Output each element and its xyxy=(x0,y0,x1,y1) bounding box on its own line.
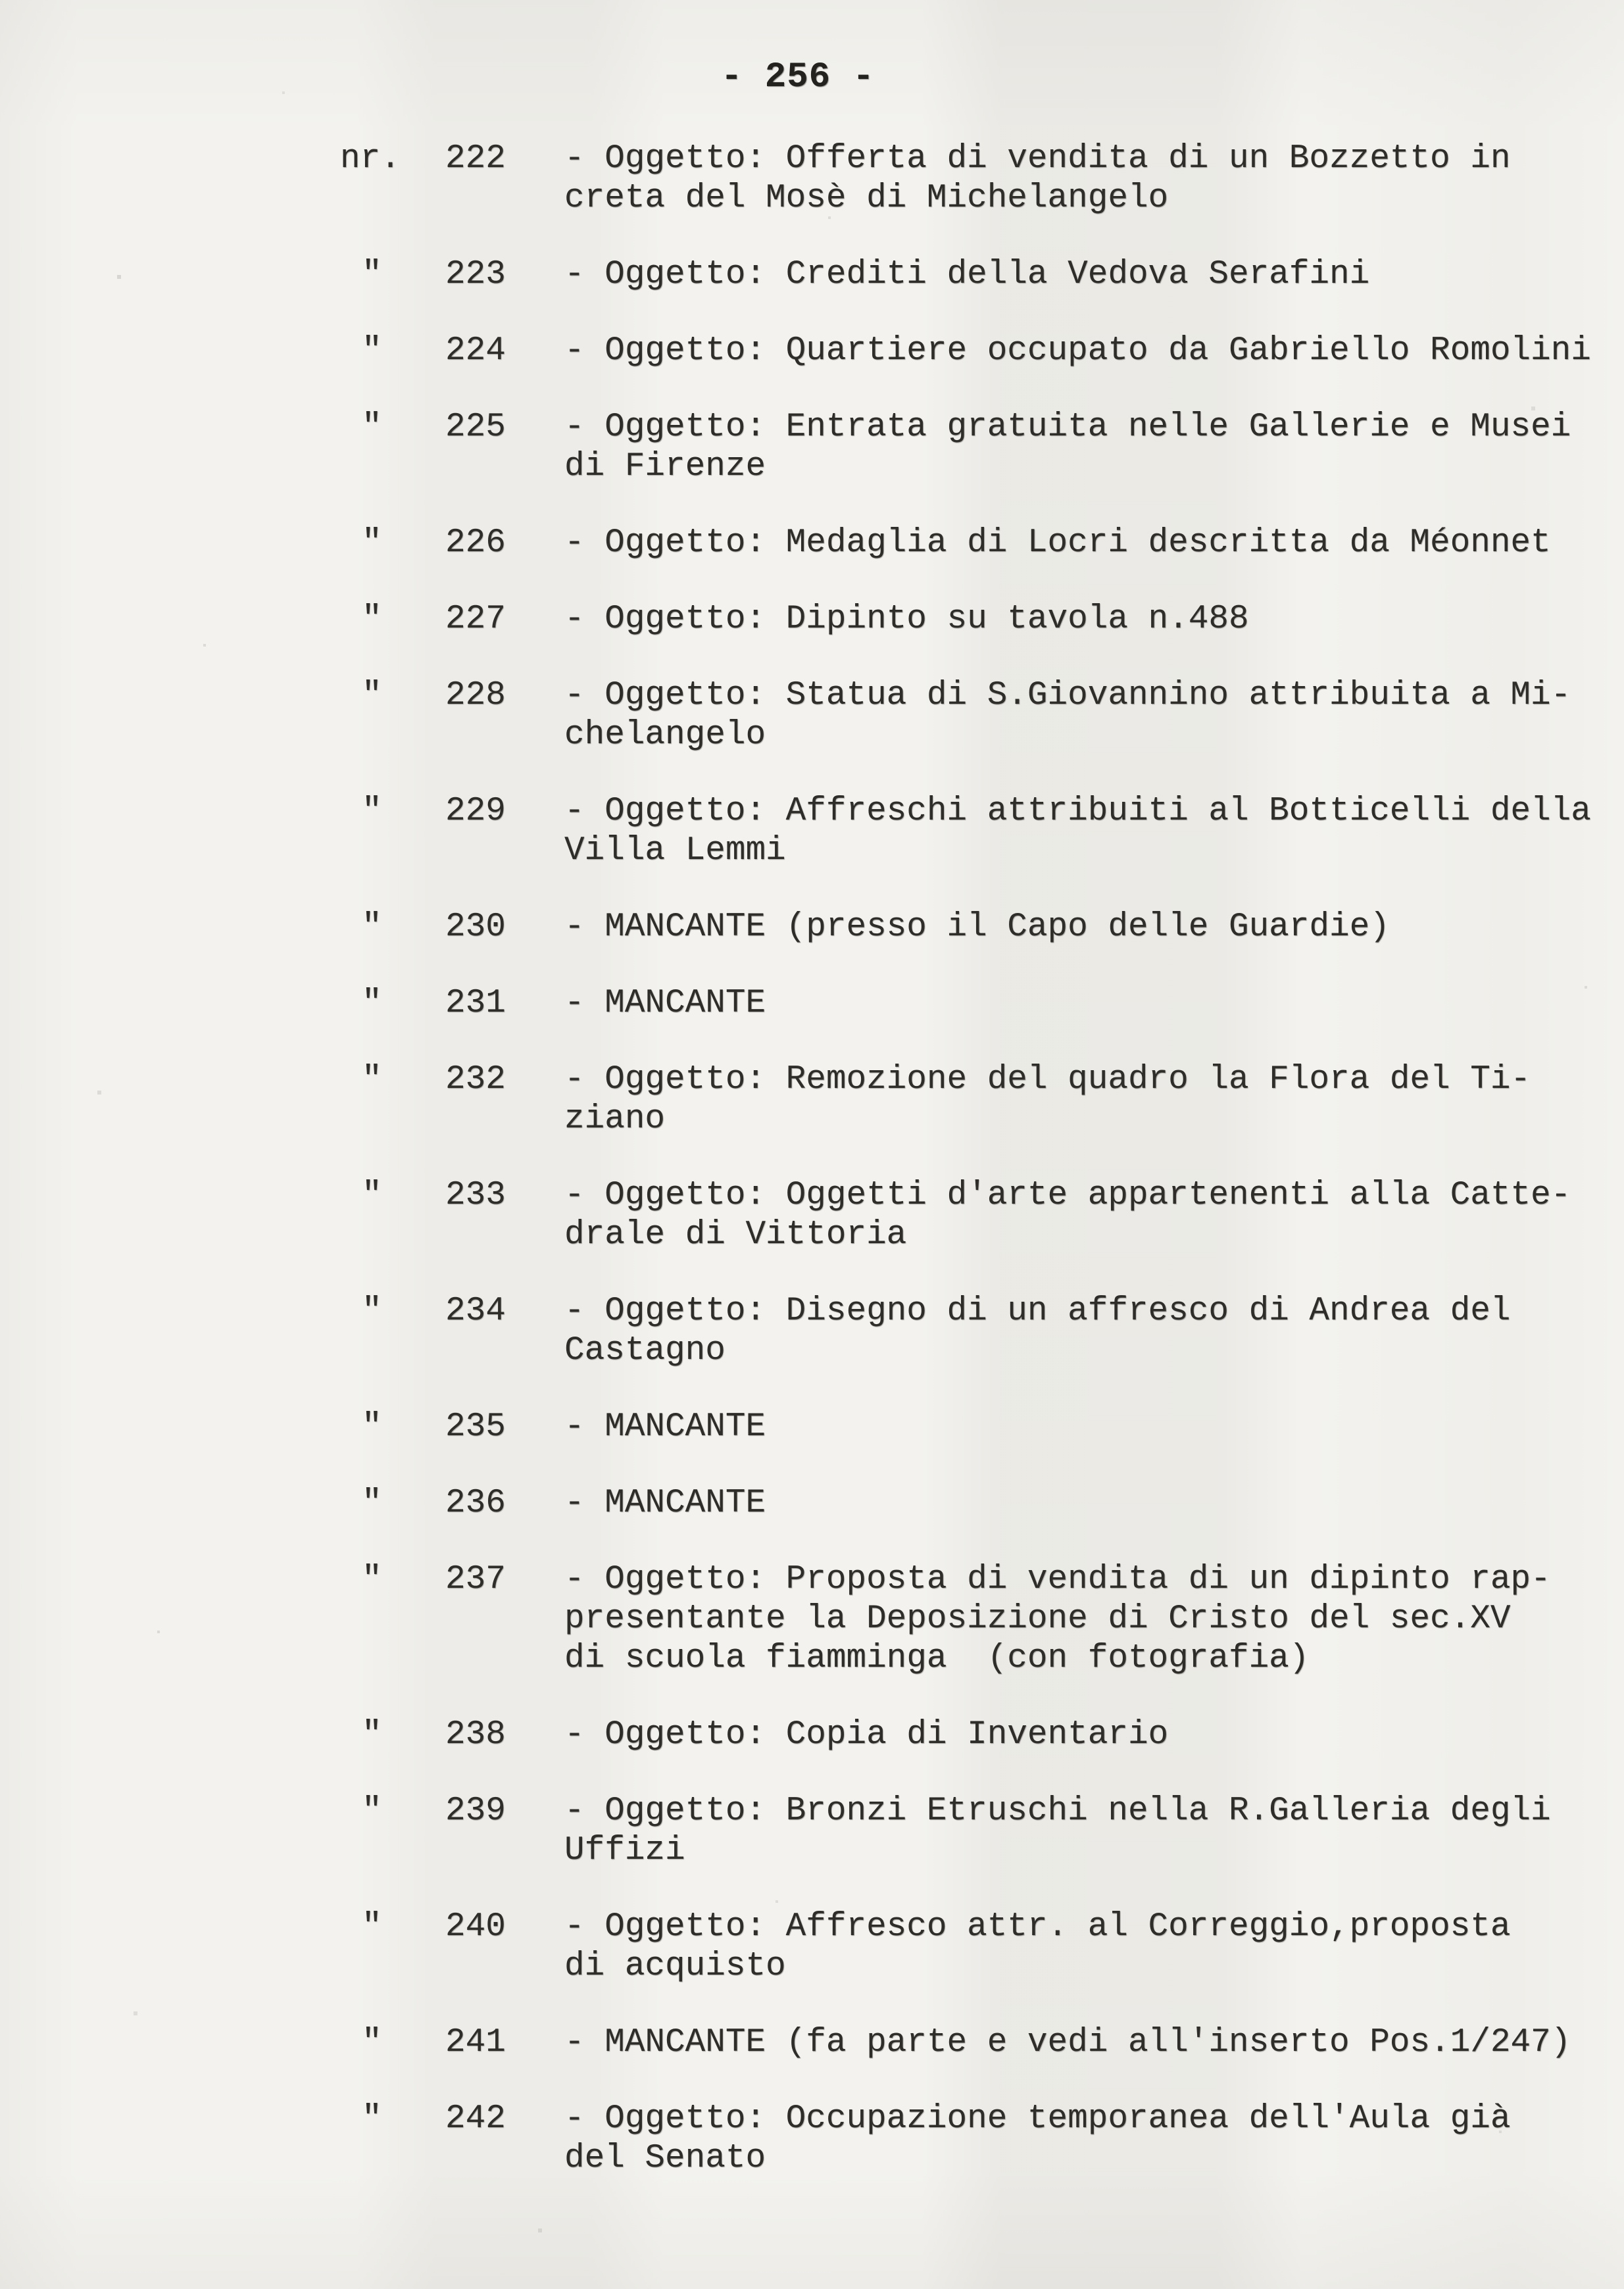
entry-text-line: drale di Vittoria xyxy=(564,1216,907,1254)
list-item xyxy=(0,2023,1624,2063)
entry-prefix: " xyxy=(362,1908,382,1946)
list-item xyxy=(0,524,1624,563)
entry-number: 239 xyxy=(445,1792,506,1830)
entry-text-line: - Oggetto: Disegno di un affresco di Andrea del xyxy=(564,1292,1511,1330)
entry-text-line: Castagno xyxy=(564,1332,726,1369)
entry-prefix: " xyxy=(362,1716,382,1754)
entry-number: 235 xyxy=(445,1408,506,1446)
entry-text-line: - MANCANTE xyxy=(564,985,766,1022)
entry-number: 237 xyxy=(445,1561,506,1598)
entry-text xyxy=(564,908,1624,947)
entry-prefix: " xyxy=(362,2100,382,2138)
entry-number: 238 xyxy=(445,1716,506,1754)
entry-number: 240 xyxy=(445,1908,506,1946)
entry-text-line: chelangelo xyxy=(564,716,766,754)
entry-text-line: presentante la Deposizione di Cristo del sec.XV xyxy=(564,1600,1511,1638)
list-item xyxy=(0,600,1624,639)
list-item xyxy=(0,1408,1624,1447)
entry-text xyxy=(564,1484,1624,1523)
entry-text xyxy=(564,792,1624,871)
entry-text-line: - Oggetto: Affreschi attribuiti al Botticelli della xyxy=(564,793,1591,830)
entry-text-line: - Oggetto: Medaglia di Locri descritta da Méonnet xyxy=(564,524,1551,562)
list-item xyxy=(0,1715,1624,1755)
entry-text xyxy=(564,1060,1624,1139)
entry-text-line: - MANCANTE xyxy=(564,1408,766,1446)
list-item xyxy=(0,1484,1624,1523)
entry-text xyxy=(564,1908,1624,1986)
entry-prefix: " xyxy=(362,985,382,1022)
entry-text xyxy=(564,1715,1624,1755)
entry-prefix: " xyxy=(362,1292,382,1330)
entry-number: 234 xyxy=(445,1292,506,1330)
entry-text-line: di acquisto xyxy=(564,1948,786,1985)
entry-text-line: - MANCANTE xyxy=(564,1485,766,1522)
entry-text xyxy=(564,255,1624,295)
entry-text-line: - Oggetto: Dipinto su tavola n.488 xyxy=(564,601,1249,638)
entry-text-line: - Oggetto: Oggetti d'arte appartenenti alla Catte- xyxy=(564,1177,1571,1214)
entry-prefix: " xyxy=(362,1177,382,1214)
entry-number: 233 xyxy=(445,1177,506,1214)
entry-text-line: ziano xyxy=(564,1100,666,1138)
entry-text-line: - Oggetto: Offerta di vendita di un Bozzetto in xyxy=(564,140,1511,178)
entry-prefix: " xyxy=(362,601,382,638)
entry-text-line: creta del Mosè di Michelangelo xyxy=(564,180,1169,217)
entry-text-line: - Oggetto: Proposta di vendita di un dipinto rap- xyxy=(564,1561,1551,1598)
entry-text-line: - Oggetto: Quartiere occupato da Gabriello Romolini xyxy=(564,332,1591,370)
entry-text-line: - MANCANTE (presso il Capo delle Guardie) xyxy=(564,908,1390,946)
list-item xyxy=(0,984,1624,1023)
entry-text xyxy=(564,1176,1624,1255)
entry-text xyxy=(564,676,1624,755)
entry-prefix: " xyxy=(362,1408,382,1446)
entry-prefix: " xyxy=(362,332,382,370)
entry-text-line: Villa Lemmi xyxy=(564,832,786,870)
entry-text xyxy=(564,332,1624,371)
list-item xyxy=(0,408,1624,487)
entry-prefix: " xyxy=(362,677,382,714)
entry-number: 227 xyxy=(445,601,506,638)
list-item xyxy=(0,1176,1624,1255)
entry-number: 225 xyxy=(445,408,506,446)
entry-text-line: di Firenze xyxy=(564,448,766,485)
entry-number: 223 xyxy=(445,256,506,293)
entry-number: 230 xyxy=(445,908,506,946)
entry-text xyxy=(564,524,1624,563)
list-item xyxy=(0,2100,1624,2178)
entry-text xyxy=(564,2100,1624,2178)
entry-prefix: " xyxy=(362,524,382,562)
entry-text xyxy=(564,984,1624,1023)
entry-text xyxy=(564,408,1624,487)
page-number: - 256 - xyxy=(721,57,875,97)
entry-text-line: Uffizi xyxy=(564,1832,685,1869)
list-item xyxy=(0,332,1624,371)
entry-text-line: - Oggetto: Occupazione temporanea dell'Aula già xyxy=(564,2100,1511,2138)
entry-text-line: - MANCANTE (fa parte e vedi all'inserto Pos.1/247) xyxy=(564,2024,1571,2061)
entry-text xyxy=(564,600,1624,639)
entry-number: 232 xyxy=(445,1061,506,1098)
entry-prefix: nr. xyxy=(340,140,401,178)
entry-text-line: - Oggetto: Entrata gratuita nelle Gallerie e Musei xyxy=(564,408,1571,446)
list-item xyxy=(0,139,1624,218)
entry-number: 226 xyxy=(445,524,506,562)
entry-prefix: " xyxy=(362,1792,382,1830)
entry-number: 241 xyxy=(445,2024,506,2061)
entry-text xyxy=(564,1792,1624,1871)
entry-number: 224 xyxy=(445,332,506,370)
entry-prefix: " xyxy=(362,256,382,293)
entry-prefix: " xyxy=(362,908,382,946)
entry-text-line: di scuola fiamminga (con fotografia) xyxy=(564,1640,1310,1677)
entry-text-line: - Oggetto: Copia di Inventario xyxy=(564,1716,1169,1754)
entry-text-line: - Oggetto: Statua di S.Giovannino attribuita a Mi- xyxy=(564,677,1571,714)
entry-prefix: " xyxy=(362,1061,382,1098)
entry-prefix: " xyxy=(362,408,382,446)
entry-number: 242 xyxy=(445,2100,506,2138)
entry-text-line: - Oggetto: Affresco attr. al Correggio,proposta xyxy=(564,1908,1511,1946)
entry-text xyxy=(564,2023,1624,2063)
entry-number: 222 xyxy=(445,140,506,178)
list-item xyxy=(0,255,1624,295)
entry-number: 236 xyxy=(445,1485,506,1522)
list-item xyxy=(0,1060,1624,1139)
list-item xyxy=(0,1908,1624,1986)
entry-text xyxy=(564,1292,1624,1371)
entry-list xyxy=(0,139,1624,2215)
list-item xyxy=(0,908,1624,947)
entry-prefix: " xyxy=(362,2024,382,2061)
entry-prefix: " xyxy=(362,1561,382,1598)
list-item xyxy=(0,1560,1624,1679)
entry-text-line: del Senato xyxy=(564,2140,766,2177)
entry-number: 228 xyxy=(445,677,506,714)
entry-text-line: - Oggetto: Crediti della Vedova Serafini xyxy=(564,256,1370,293)
entry-text xyxy=(564,139,1624,218)
entry-number: 229 xyxy=(445,793,506,830)
entry-text-line: - Oggetto: Remozione del quadro la Flora del Ti- xyxy=(564,1061,1531,1098)
list-item xyxy=(0,676,1624,755)
entry-prefix: " xyxy=(362,1485,382,1522)
entry-number: 231 xyxy=(445,985,506,1022)
entry-text-line: - Oggetto: Bronzi Etruschi nella R.Galleria degli xyxy=(564,1792,1551,1830)
list-item xyxy=(0,1292,1624,1371)
entry-text xyxy=(564,1408,1624,1447)
list-item xyxy=(0,1792,1624,1871)
entry-prefix: " xyxy=(362,793,382,830)
list-item xyxy=(0,792,1624,871)
scan-noise xyxy=(0,0,1,1)
entry-text xyxy=(564,1560,1624,1679)
